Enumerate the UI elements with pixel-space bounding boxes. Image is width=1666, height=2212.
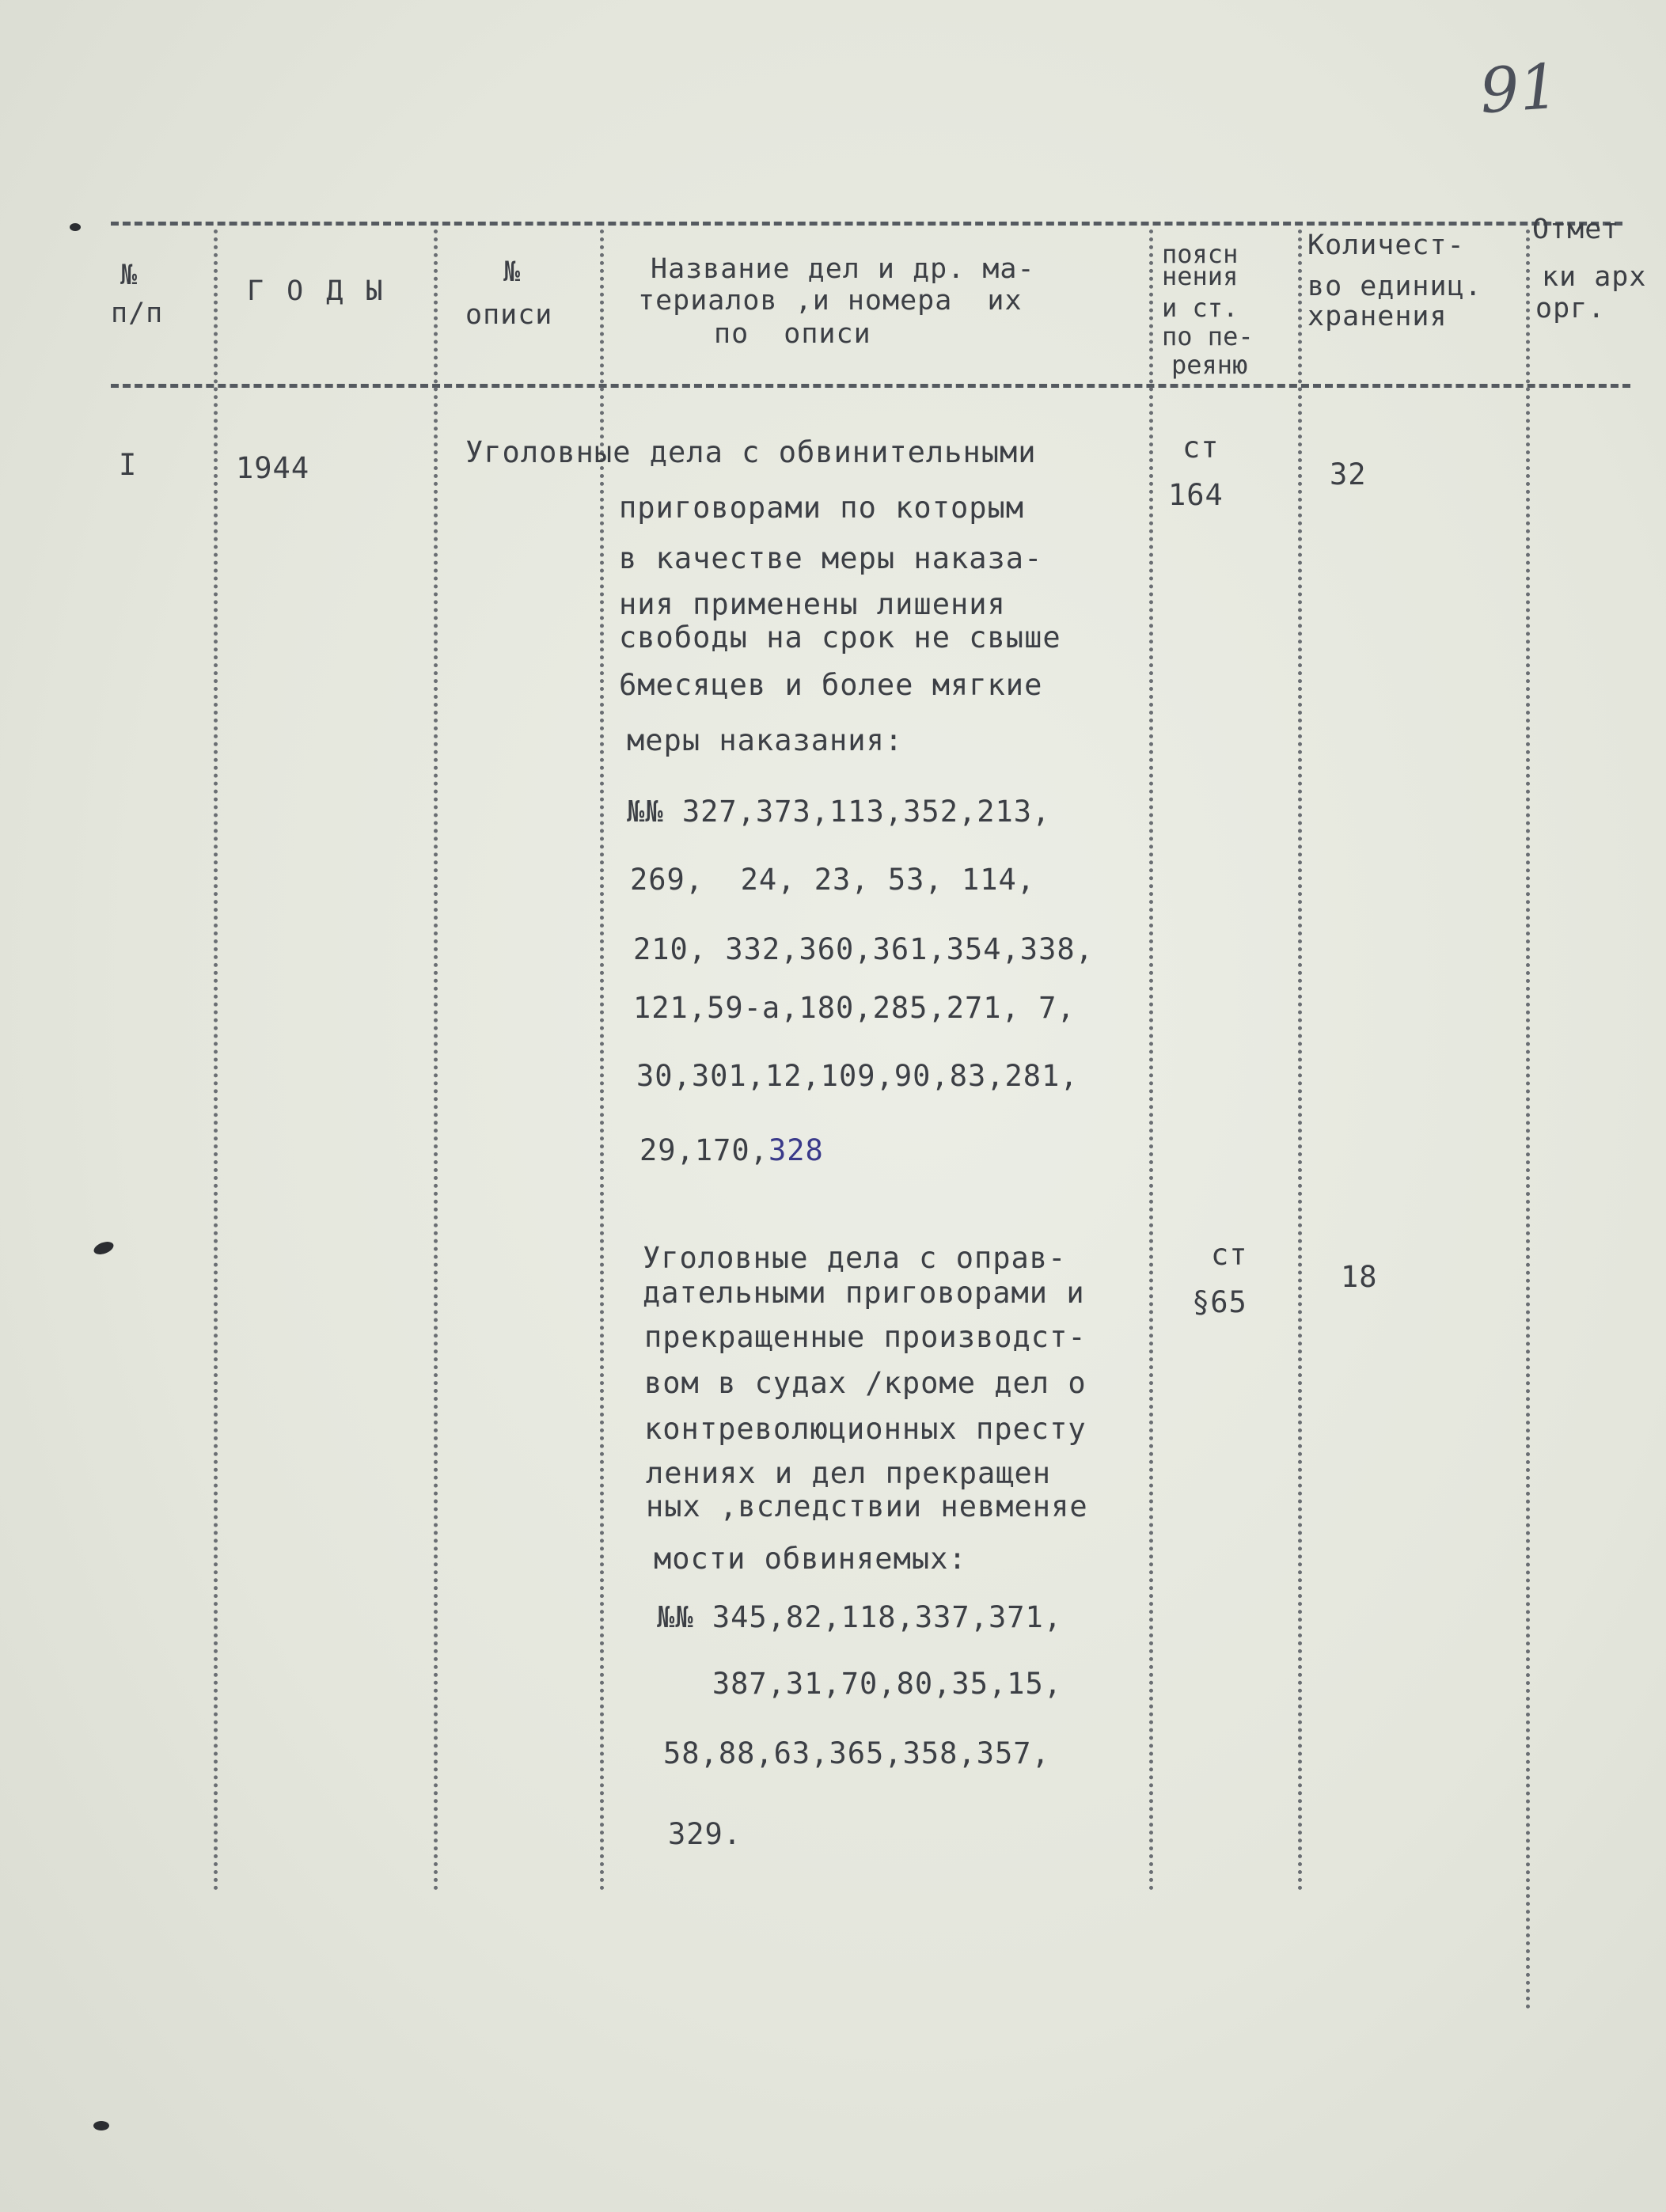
entry2-title-line: лениях и дел прекращен xyxy=(646,1456,1052,1490)
header-col-no-line2: п/п xyxy=(111,298,164,329)
header-col-notes-line3: орг. xyxy=(1535,293,1606,324)
entry1-numbers-line: 121,59-а,180,285,271, 7, xyxy=(633,991,1076,1025)
entry2-explanation-line2: §65 xyxy=(1192,1285,1247,1319)
header-col-quantity-line3: хранения xyxy=(1307,301,1448,332)
entry1-explanation-line2: 164 xyxy=(1168,478,1224,512)
column-rule xyxy=(214,230,218,1891)
entry2-title-line: прекращенные производст- xyxy=(644,1320,1087,1354)
stain-mark xyxy=(93,2121,109,2130)
entry2-title-line: мости обвиняемых: xyxy=(654,1542,967,1576)
header-bottom-rule xyxy=(111,384,1630,388)
entry1-title-line: Уголовные дела с обвинительными xyxy=(465,435,1037,469)
entry2-title-line: дательными приговорами и xyxy=(643,1276,1085,1310)
header-col-explanation-line5: реяню xyxy=(1171,350,1248,380)
column-rule xyxy=(1526,230,1530,2010)
header-col-title-line3: по описи xyxy=(714,318,871,350)
header-col-quantity-line1: Количест- xyxy=(1307,230,1465,261)
header-col-inventory-line2: описи xyxy=(465,299,553,331)
column-rule xyxy=(1298,230,1302,1891)
header-col-inventory-line1: № xyxy=(503,256,522,288)
entry2-numbers-line: 58,88,63,365,358,357, xyxy=(663,1736,1050,1770)
column-rule xyxy=(600,230,604,1891)
header-col-quantity-line2: во единиц. xyxy=(1307,271,1482,302)
header-col-notes-line1: Отмет xyxy=(1532,214,1620,245)
entry2-title-line: Уголовные дела с оправ- xyxy=(643,1241,1067,1275)
header-col-explanation-line1: поясн xyxy=(1162,239,1239,269)
entry1-numbers-last xyxy=(639,1135,824,1167)
entry2-quantity: 18 xyxy=(1341,1260,1378,1294)
header-col-title-line1: Название дел и др. ма- xyxy=(651,253,1035,285)
entry1-title-line: 6месяцев и более мягкие xyxy=(619,668,1043,702)
entry2-numbers-line: 387,31,70,80,35,15, xyxy=(657,1667,1063,1701)
stain-mark xyxy=(70,223,81,231)
entry1-numbers-last-ink: 328 xyxy=(768,1133,824,1167)
entry1-title-line: приговорами по которым xyxy=(619,491,1025,525)
entry2-title-line: вом в судах /кроме дел о xyxy=(644,1366,1087,1400)
entry1-title-line: свободы на срок не свыше xyxy=(619,620,1061,654)
header-top-rule xyxy=(111,222,1622,226)
column-rule xyxy=(434,230,438,1891)
entry1-numbers-line: 210, 332,360,361,354,338, xyxy=(633,932,1094,966)
entry1-explanation-line1: ст xyxy=(1182,431,1220,465)
entry1-title-line: ния применены лишения xyxy=(619,587,1006,621)
entry1-numbers-line: №№ 327,373,113,352,213, xyxy=(627,795,1051,829)
entry1-quantity: 32 xyxy=(1330,457,1367,491)
entry2-numbers-line: №№ 345,82,118,337,371, xyxy=(657,1600,1063,1634)
column-rule xyxy=(1149,230,1153,1891)
entry2-title-line: ных ,вследствии невменяе xyxy=(646,1489,1088,1523)
entry2-title-line: контреволюционных престу xyxy=(644,1412,1087,1446)
header-col-explanation-line3: и ст. xyxy=(1162,293,1239,323)
entry1-title-line: меры наказания: xyxy=(627,723,904,757)
entry1-numbers-last-typed: 29,170, xyxy=(639,1133,768,1167)
entry2-numbers-line: 329. xyxy=(668,1817,742,1851)
header-col-explanation-line2: нения xyxy=(1162,261,1239,291)
header-col-explanation-line4: по пе- xyxy=(1162,321,1254,351)
entry1-numbers-line: 269, 24, 23, 53, 114, xyxy=(630,863,1036,897)
entry1-number: I xyxy=(119,448,138,482)
page-number: 91 xyxy=(1477,51,1562,128)
entry1-numbers-line: 30,301,12,109,90,83,281, xyxy=(636,1059,1079,1093)
header-col-title-line2: териалов ,и номера их xyxy=(638,285,1023,317)
entry1-year: 1944 xyxy=(236,451,310,485)
entry1-title-line: в качестве меры наказа- xyxy=(619,541,1043,575)
stain-mark xyxy=(92,1239,115,1257)
header-col-no-line1: № xyxy=(120,260,139,291)
header-col-notes-line2: ки арх xyxy=(1542,261,1647,293)
entry2-explanation-line1: ст xyxy=(1211,1238,1248,1272)
header-col-years: Г О Д Ы xyxy=(247,275,386,307)
